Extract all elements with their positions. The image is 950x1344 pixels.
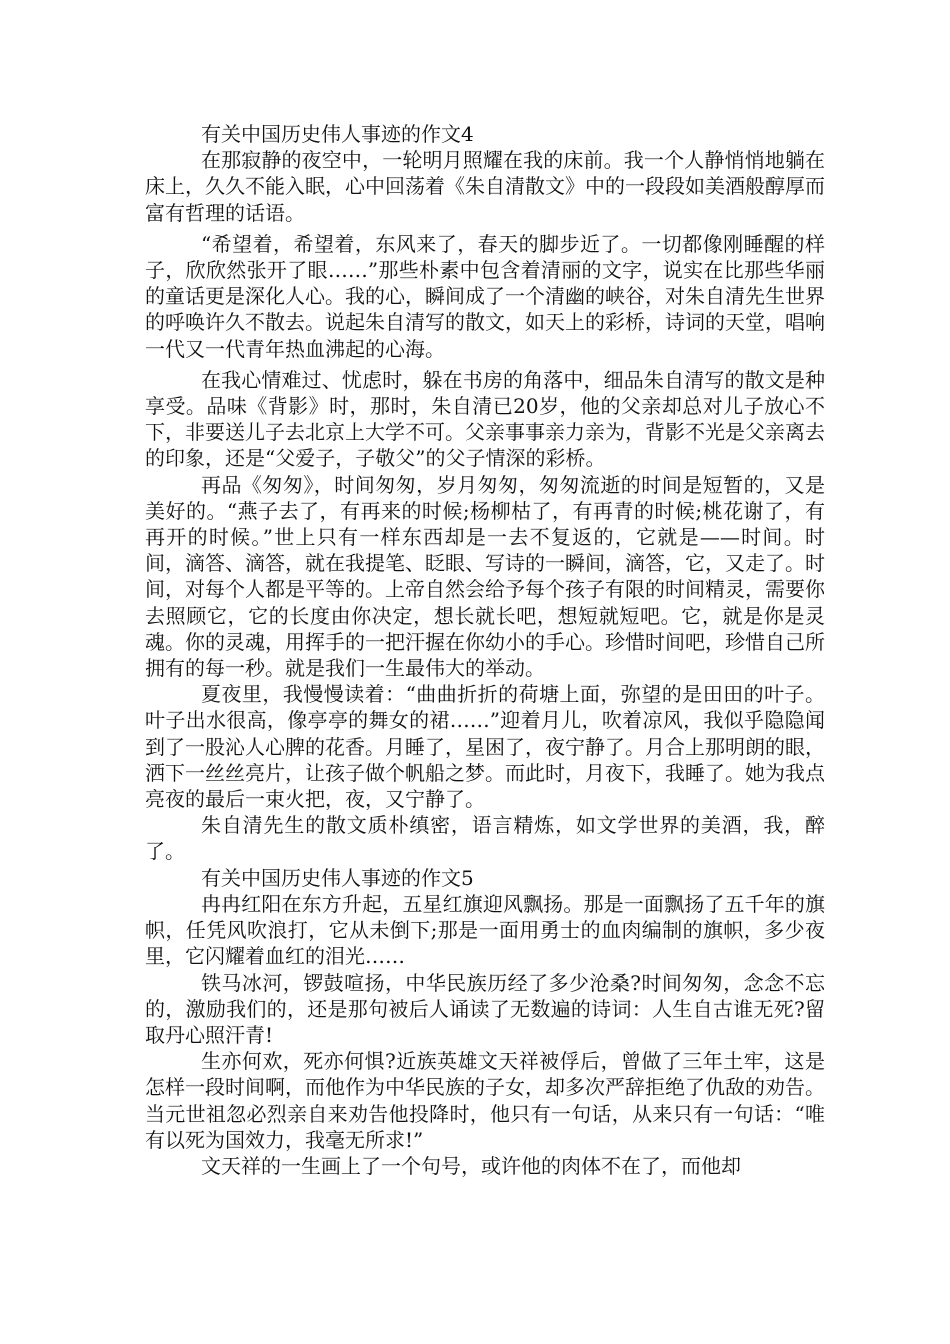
paragraph: 生亦何欢，死亦何惧?近族英雄文天祥被俘后，曾做了三年土牢，这是怎样一段时间啊，而他作为中华民族的子女，却多次严辞拒绝了仇敌的劝告。当元世祖忽必烈亲自来劝告他投降时，他只有一句话，从来只有一句话：“唯有以死为国效力，我毫无所求!” bbox=[145, 1049, 825, 1152]
document-page bbox=[145, 121, 825, 1179]
paragraph: 朱自清先生的散文质朴缜密，语言精炼，如文学世界的美酒，我，醉了。 bbox=[145, 813, 825, 864]
paragraph: 文天祥的一生画上了一个句号，或许他的肉体不在了，而他却 bbox=[201, 1153, 741, 1178]
paragraph: 在我心情难过、忧虑时，躲在书房的角落中，细品朱自清写的散文是种享受。品味《背影》时，那时，朱自清已20岁，他的父亲却总对儿子放心不下，非要送儿子去北京上大学不可。父亲事事亲力亲为，背影不光是父亲离去的印象，还是“父爱子，子敬父”的父子情深的彩桥。 bbox=[145, 367, 825, 471]
section-title: 有关中国历史伟人事迹的作文4 bbox=[201, 122, 474, 146]
paragraph: 再品《匆匆》，时间匆匆，岁月匆匆，匆匆流逝的时间是短暂的，又是美好的。“燕子去了，有再来的时候;杨柳枯了，有再青的时候;桃花谢了，有再开的时候。”世上只有一样东西却是一去不复返的，它就是——时间。时间，滴答、滴答，就在我提笔、眨眼、写诗的一瞬间，滴答，它，又走了。时间，对每个人都是平等的。上帝自然会给予每个孩子有限的时间精灵，需要你去照顾它，它的长度由你决定，想长就长吧，想短就短吧。它，就是你是灵魂。你的灵魂，用挥手的一把汗握在你幼小的手心。珍惜时间吧，珍惜自己所拥有的每一秒。就是我们一生最伟大的举动。 bbox=[145, 472, 825, 681]
paragraph: 铁马冰河，锣鼓喧扬，中华民族历经了多少沧桑?时间匆匆，念念不忘的，激励我们的，还是那句被后人诵读了无数遍的诗词：人生自古谁无死?留取丹心照汗青! bbox=[145, 970, 825, 1047]
paragraph: “希望着，希望着，东风来了，春天的脚步近了。一切都像刚睡醒的样子，欣欣然张开了眼……”那些朴素中包含着清丽的文字，说实在比那些华丽的童话更是深化人心。我的心，瞬间成了一个清幽的峡谷，对朱自清先生世界的呼唤许久不散去。说起朱自清写的散文，如天上的彩桥，诗词的天堂，唱响一代又一代青年热血沸起的心海。 bbox=[145, 231, 825, 361]
paragraph: 夏夜里，我慢慢读着：“曲曲折折的荷塘上面，弥望的是田田的叶子。叶子出水很高，像亭亭的舞女的裙……”迎着月儿，吹着凉风，我似乎隐隐闻到了一股沁人心脾的花香。月睡了，星困了，夜宁静了。月合上那明朗的眼，洒下一丝丝亮片，让孩子做个帆船之梦。而此时，月夜下，我睡了。她为我点亮夜的最后一束火把，夜，又宁静了。 bbox=[145, 682, 825, 812]
paragraph: 冉冉红阳在东方升起，五星红旗迎风飘扬。那是一面飘扬了五千年的旗帜，任凭风吹浪打，它从未倒下;那是一面用勇士的血肉编制的旗帜，多少夜里，它闪耀着血红的泪光…… bbox=[145, 891, 825, 969]
essay-section-5 bbox=[145, 865, 825, 1179]
section-title: 有关中国历史伟人事迹的作文5 bbox=[201, 865, 474, 890]
essay-section-4 bbox=[145, 121, 825, 865]
paragraph: 在那寂静的夜空中，一轮明月照耀在我的床前。我一个人静悄悄地躺在床上，久久不能入眠，心中回荡着《朱自清散文》中的一段段如美酒般醇厚而富有哲理的话语。 bbox=[145, 148, 825, 225]
